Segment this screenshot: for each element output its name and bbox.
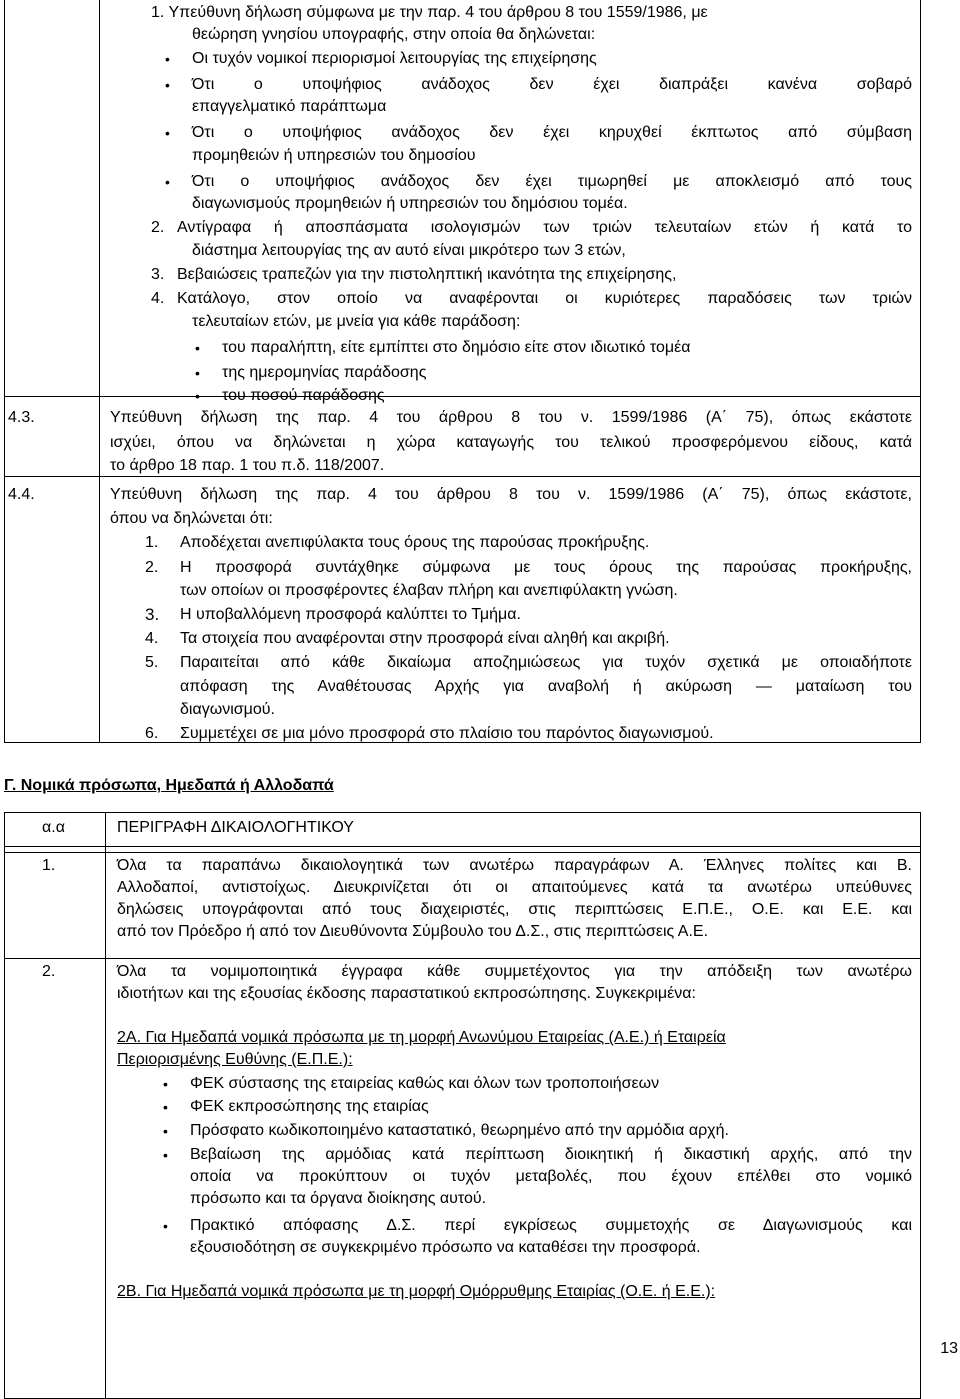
- list-number: 2.: [151, 219, 165, 236]
- bullet-item: • Ότι ο υποψήφιος ανάδοχος δεν έχει κηρυχθεί έκπτωτος από σύμβαση: [192, 122, 912, 144]
- section-text: όπου να δηλώνεται ότι:: [110, 510, 273, 527]
- section-number: 4.3.: [8, 409, 35, 426]
- list-number: 3.: [145, 605, 160, 624]
- bullet-item: • Ότι ο υποψήφιος ανάδοχος δεν έχει τιμωρηθεί με αποκλεισμό από τους: [192, 171, 912, 193]
- header-number: α.α: [42, 819, 65, 836]
- list-number: 2.: [145, 559, 159, 576]
- list-item-cont: διάστημα λειτουργίας της αν αυτό είναι μικρότερο των 3 ετών,: [192, 242, 626, 259]
- row-text: Αλλοδαποί, αντιστοίχως. Διευκρινίζεται ότι οι απαιτούμενες κατά τα ανωτέρω υπεύθυνες: [117, 879, 912, 896]
- row-text: ιδιοτήτων και της εξουσίας έκδοσης παραστατικού εκπροσώπησης. Συγκεκριμένα:: [117, 985, 696, 1002]
- upper-left-cell: [5, 0, 100, 397]
- section-text: Υπεύθυνη δήλωση της παρ. 4 του άρθρου 8 του ν. 1599/1986 (Α΄ 75), όπως εκάστοτε,: [110, 486, 912, 503]
- list-item: Συμμετέχει σε μια μόνο προσφορά στο πλαίσιο του παρόντος διαγωνισμού.: [180, 725, 714, 742]
- bullet-item-cont: διαγωνισμούς προμηθειών ή υπηρεσιών του δημόσιου τομέα.: [192, 195, 628, 212]
- bullet-item-cont: επαγγελματικό παράπτωμα: [192, 98, 387, 115]
- bullet-item: • Πρακτικό απόφασης Δ.Σ. περί εγκρίσεως συμμετοχής σε Διαγωνισμούς και: [190, 1215, 912, 1237]
- page-number: 13: [940, 1340, 958, 1357]
- section-4-4-num-cell: [5, 477, 100, 743]
- list-number: 1.: [145, 534, 159, 551]
- header-title: ΠΕΡΙΓΡΑΦΗ ΔΙΚΑΙΟΛΟΓΗΤΙΚΟΥ: [117, 819, 354, 836]
- section-text: Υπεύθυνη δήλωση της παρ. 4 του άρθρου 8 του ν. 1599/1986 (Α΄ 75), όπως εκάστοτε: [110, 409, 912, 426]
- section-number: 4.4.: [8, 486, 35, 503]
- list-item: Αντίγραφα ή αποσπάσματα ισολογισμών των τριών τελευταίων ετών ή κατά το: [177, 219, 912, 236]
- bullet-item-cont: πρόσωπο και τα όργανα διοίκησης αυτού.: [190, 1190, 487, 1207]
- bullet-item-cont: οποία να προκύπτουν οι τυχόν μεταβολές, που έχουν επέλθει στο νομικό: [190, 1168, 912, 1185]
- row-text: δηλώσεις υπογράφονται από τους διαχειριστές, στις περιπτώσεις Ε.Π.Ε., Ο.Ε. και Ε.Ε. και: [117, 901, 912, 918]
- bullet-item-cont: προμηθειών ή υπηρεσιών του δημοσίου: [192, 147, 476, 164]
- list-item-cont: διαγωνισμού.: [180, 701, 275, 718]
- row-text: Όλα τα νομιμοποιητικά έγγραφα κάθε συμμετέχοντος για την απόδειξη των ανωτέρω: [117, 963, 912, 980]
- subheading-2a-cont: Περιορισμένης Ευθύνης (Ε.Π.Ε.):: [117, 1051, 353, 1068]
- list-item: Η προσφορά συντάχθηκε σύμφωνα με τους όρους της παρούσας προκήρυξης,: [180, 559, 912, 576]
- list-number: 3.: [151, 266, 165, 283]
- list-item-cont: απόφαση της Αναθέτουσας Αρχής για αναβολή ή ακύρωση — ματαίωση του: [180, 678, 912, 695]
- list-item: Κατάλογο, στον οποίο να αναφέρονται οι κυριότερες παραδόσεις των τριών: [177, 290, 912, 307]
- subheading-2b: 2Β. Για Ημεδαπά νομικά πρόσωπα με τη μορφή Ομόρρυθμης Εταιρίας (Ο.Ε. ή Ε.Ε.):: [117, 1283, 716, 1300]
- bullet-item-cont: εξουσιοδότηση σε συγκεκριμένο πρόσωπο να καταθέσει την προσφορά.: [190, 1239, 701, 1256]
- bullet-item: • του ποσού παράδοσης: [222, 385, 385, 407]
- list-item: Βεβαιώσεις τραπεζών για την πιστοληπτική ικανότητα της επιχείρησης,: [177, 266, 677, 283]
- item1-cont-line: θεώρηση γνησίου υπογραφής, στην οποία θα δηλώνεται:: [192, 26, 596, 43]
- row-text: Όλα τα παραπάνω δικαιολογητικά των ανωτέρω παραγράφων Α. Έλληνες πολίτες και Β.: [117, 857, 912, 874]
- list-item: Η υποβαλλόμενη προσφορά καλύπτει το Τμήμα.: [180, 606, 521, 623]
- row-number: 1.: [42, 857, 56, 874]
- list-item: Τα στοιχεία που αναφέρονται στην προσφορά είναι αληθή και ακριβή.: [180, 630, 670, 647]
- item1-line: 1. Υπεύθυνη δήλωση σύμφωνα με την παρ. 4 του άρθρου 8 του 1559/1986, με: [151, 4, 708, 21]
- section-heading: Γ. Νομικά πρόσωπα, Ημεδαπά ή Αλλοδαπά: [4, 777, 334, 794]
- row-number: 2.: [42, 963, 56, 980]
- section-text: το άρθρο 18 παρ. 1 του π.δ. 118/2007.: [110, 457, 385, 474]
- list-item-cont: των οποίων οι προσφέροντες έλαβαν πλήρη και ανεπιφύλακτη γνώση.: [180, 582, 678, 599]
- bullet-item: • Ότι ο υποψήφιος ανάδοχος δεν έχει διαπράξει κανένα σοβαρό: [192, 74, 912, 96]
- bullet-item: • της ημερομηνίας παράδοσης: [222, 362, 426, 384]
- list-number: 5.: [145, 654, 159, 671]
- list-item: Αποδέχεται ανεπιφύλακτα τους όρους της παρούσας προκήρυξης.: [180, 534, 650, 551]
- list-item-cont: τελευταίων ετών, με μνεία για κάθε παράδοση:: [192, 313, 521, 330]
- bullet-item: • Οι τυχόν νομικοί περιορισμοί λειτουργίας της επιχείρησης: [192, 48, 597, 70]
- list-number: 4.: [145, 630, 159, 647]
- list-number: 4.: [151, 290, 165, 307]
- bullet-item: • Πρόσφατο κωδικοποιημένο καταστατικό, θεωρημένο από την αρμόδια αρχή.: [190, 1120, 729, 1142]
- row2-num-cell: [5, 959, 106, 1399]
- subheading-2a: 2Α. Για Ημεδαπά νομικά πρόσωπα με τη μορφή Ανωνύμου Εταιρείας (Α.Ε.) ή Εταιρεία: [117, 1029, 726, 1046]
- section-text: ισχύει, όπου να δηλώνεται η χώρα καταγωγής του τελικού προσφερόμενου είδους, κατά: [110, 434, 912, 451]
- bullet-item: • ΦΕΚ εκπροσώπησης της εταιρίας: [190, 1096, 429, 1118]
- list-item: Παραιτείται από κάθε δικαίωμα αποζημιώσεως για τυχόν σχετικά με οποιαδήποτε: [180, 654, 912, 671]
- list-number: 6.: [145, 725, 159, 742]
- bullet-item: • Βεβαίωση της αρμόδιας κατά περίπτωση διοικητική ή δικαστική αρχής, από την: [190, 1144, 912, 1166]
- bullet-item: • του παραλήπτη, είτε εμπίπτει στο δημόσιο είτε στον ιδιωτικό τομέα: [222, 337, 690, 359]
- row-text: από τον Πρόεδρο ή από τον Διευθύνοντα Σύμβουλο του Δ.Σ., στις περιπτώσεις Α.Ε.: [117, 923, 709, 940]
- bullet-item: • ΦΕΚ σύστασης της εταιρείας καθώς και όλων των τροποποιήσεων: [190, 1073, 659, 1095]
